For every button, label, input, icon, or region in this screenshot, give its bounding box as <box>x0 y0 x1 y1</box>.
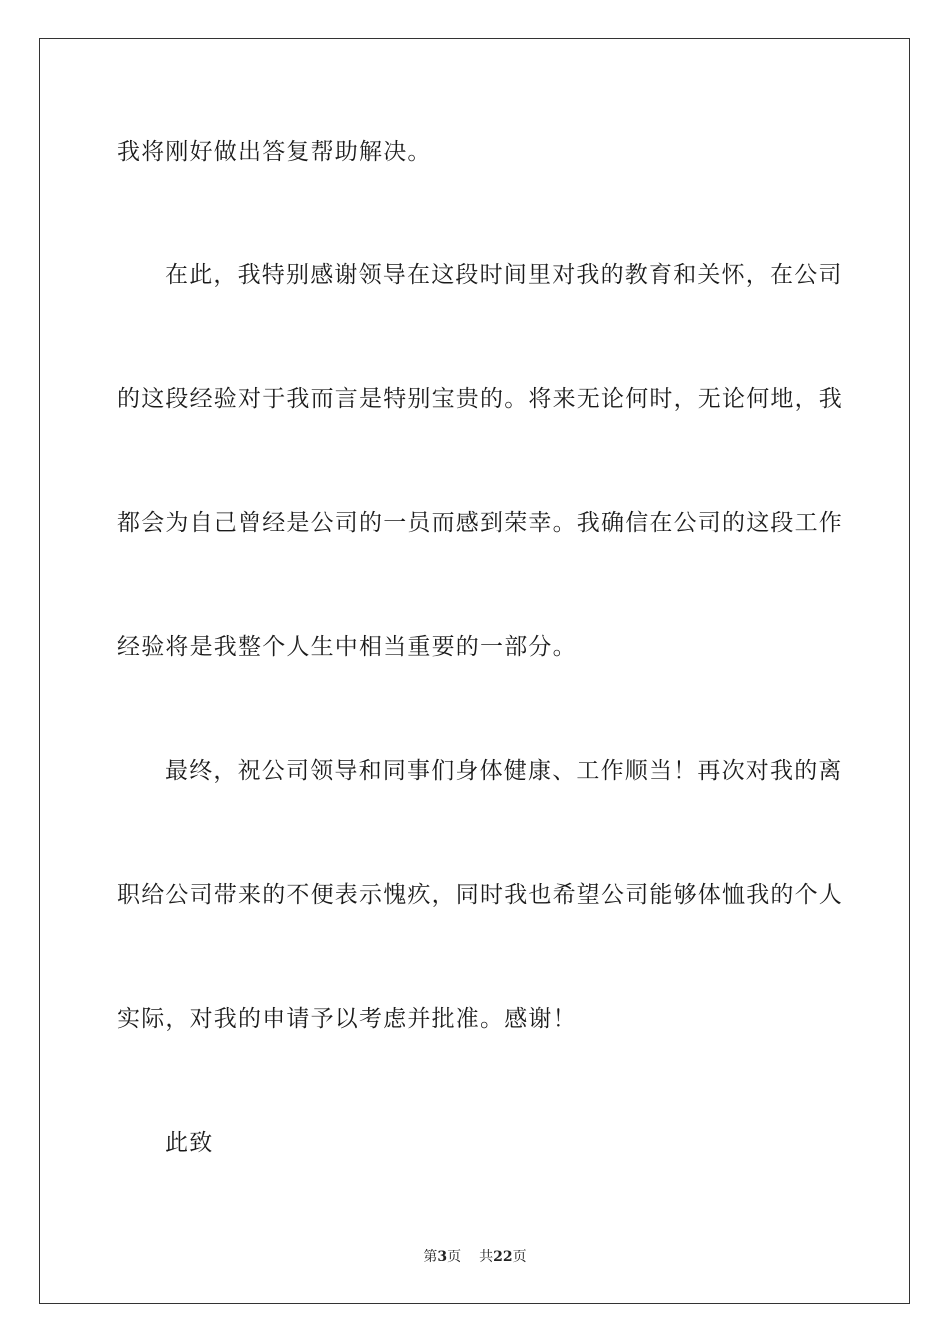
paragraph-line: 的这段经验对于我而言是特别宝贵的。将来无论何时，无论何地，我 <box>117 386 843 412</box>
paragraph-line: 经验将是我整个人生中相当重要的一部分。 <box>117 634 577 660</box>
page-suffix: 页 <box>447 1249 462 1265</box>
page-number: 3 <box>437 1249 448 1265</box>
page-prefix: 第 <box>423 1249 438 1265</box>
paragraph-line: 在此，我特别感谢领导在这段时间里对我的教育和关怀，在公司 <box>165 262 843 288</box>
paragraph-line: 都会为自己曾经是公司的一员而感到荣幸。我确信在公司的这段工作 <box>117 510 843 536</box>
page-border <box>39 38 910 1304</box>
paragraph-line: 实际，对我的申请予以考虑并批准。感谢！ <box>117 1006 577 1032</box>
paragraph-line: 最终，祝公司领导和同事们身体健康、工作顺当！再次对我的离 <box>165 758 843 784</box>
paragraph-line: 职给公司带来的不便表示愧疚，同时我也希望公司能够体恤我的个人 <box>117 882 843 908</box>
total-pages: 22 <box>493 1249 513 1265</box>
closing-salutation: 此致 <box>165 1130 214 1156</box>
paragraph-line: 我将刚好做出答复帮助解决。 <box>117 139 432 165</box>
total-prefix: 共 <box>479 1249 494 1265</box>
page-footer <box>0 1247 950 1267</box>
total-suffix: 页 <box>512 1249 527 1265</box>
